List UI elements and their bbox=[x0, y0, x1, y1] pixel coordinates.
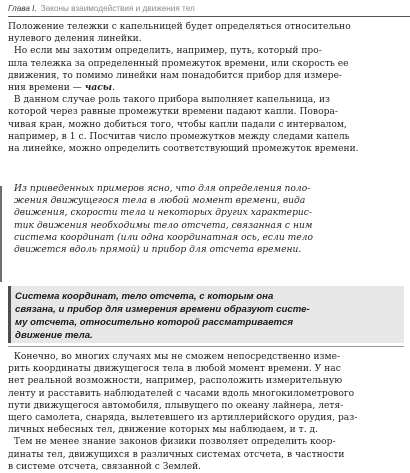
line: ния времени — bbox=[8, 83, 85, 94]
definition-accent-bar bbox=[8, 286, 11, 343]
line: му отсчета, относительно которой рассматривается bbox=[15, 317, 294, 328]
upper-text bbox=[8, 21, 404, 155]
line: личных небесных тел, движение которых мы наблюдаем, и т. д. bbox=[8, 425, 319, 436]
line: тик движения необходимы тело отсчета, связанная с ним bbox=[14, 220, 313, 231]
chapter-label: Глава I. bbox=[8, 4, 37, 13]
line: пути движущегося автомобиля, плывущего по океану лайнера, летя- bbox=[8, 400, 344, 411]
line: шла тележка за определенный промежуток времени, или скорость ее bbox=[8, 58, 349, 69]
note-margin-bar bbox=[0, 186, 2, 282]
line: нулевого деления линейки. bbox=[8, 34, 142, 45]
line: например, в 1 с. Посчитав число промежутков между следами капель bbox=[8, 131, 350, 142]
line: Но если мы захотим определить, например, путь, который про- bbox=[13, 46, 322, 57]
line: нет реальной возможности, например, расположить измерительную bbox=[8, 376, 343, 387]
paragraph-3 bbox=[8, 94, 404, 155]
line: Тем не менее знание законов физики позволяет определить коор- bbox=[13, 437, 336, 448]
line: система координат (или одна координатная ось, если тело bbox=[14, 232, 313, 243]
line: движения, скорости тела и некоторых других характерис- bbox=[14, 208, 312, 219]
note-text bbox=[8, 183, 404, 256]
running-header bbox=[0, 0, 410, 17]
paragraph-5 bbox=[8, 436, 404, 473]
line: на линейке, можно определить соответствующий промежуток времени. bbox=[8, 144, 359, 155]
line: движения, то помимо линейки нам понадобится прибор для измере- bbox=[8, 70, 343, 81]
definition-text bbox=[12, 290, 398, 342]
line: движение тела. bbox=[15, 330, 93, 341]
paragraph-2 bbox=[8, 45, 404, 94]
paragraph-4 bbox=[8, 351, 404, 436]
line: чивая кран, можно добиться того, чтобы капли падали с интервалом, bbox=[8, 119, 347, 130]
line: жения движущегося тела в любой момент времени, вида bbox=[14, 196, 306, 207]
conclusion-note bbox=[8, 183, 404, 256]
definition-divider bbox=[8, 346, 404, 347]
chapter-topic: Законы взаимодействия и движения тел bbox=[40, 4, 195, 13]
line: щего самолета, снаряда, вылетевшего из артиллерийского орудия, раз- bbox=[8, 413, 358, 424]
punctuation: . bbox=[112, 83, 115, 94]
line: динаты тел, движущихся в различных системах отсчета, в частности bbox=[8, 449, 345, 460]
line: Конечно, во многих случаях мы не сможем непосредственно изме- bbox=[13, 352, 341, 362]
line: ленту и расставить наблюдателей с часами вдоль многокилометрового bbox=[8, 388, 355, 399]
line: которой через равные промежутки времени падают капли. Поворa- bbox=[8, 107, 338, 118]
line: рить координаты движущегося тела в любой момент времени. У нас bbox=[8, 364, 341, 375]
line: связана, и прибор для измерения времени образуют систе- bbox=[15, 304, 310, 315]
lower-text bbox=[8, 351, 404, 473]
clock-term: часы bbox=[84, 82, 113, 94]
line: Система координат, тело отсчета, с которым она bbox=[15, 291, 274, 302]
line: в системе отсчета, связанной с Землей. bbox=[8, 461, 202, 472]
line: В данном случае роль такого прибора выполняет капельница, из bbox=[13, 95, 331, 106]
line: движется вдоль прямой) и прибор для отсчета времени. bbox=[14, 245, 302, 256]
line: Из приведенных примеров ясно, что для определения поло- bbox=[14, 184, 311, 194]
paragraph-1 bbox=[8, 21, 404, 45]
definition-box bbox=[8, 286, 404, 343]
line: Положение тележки с капельницей будет определяться относительно bbox=[8, 22, 351, 32]
header-divider bbox=[8, 16, 410, 17]
